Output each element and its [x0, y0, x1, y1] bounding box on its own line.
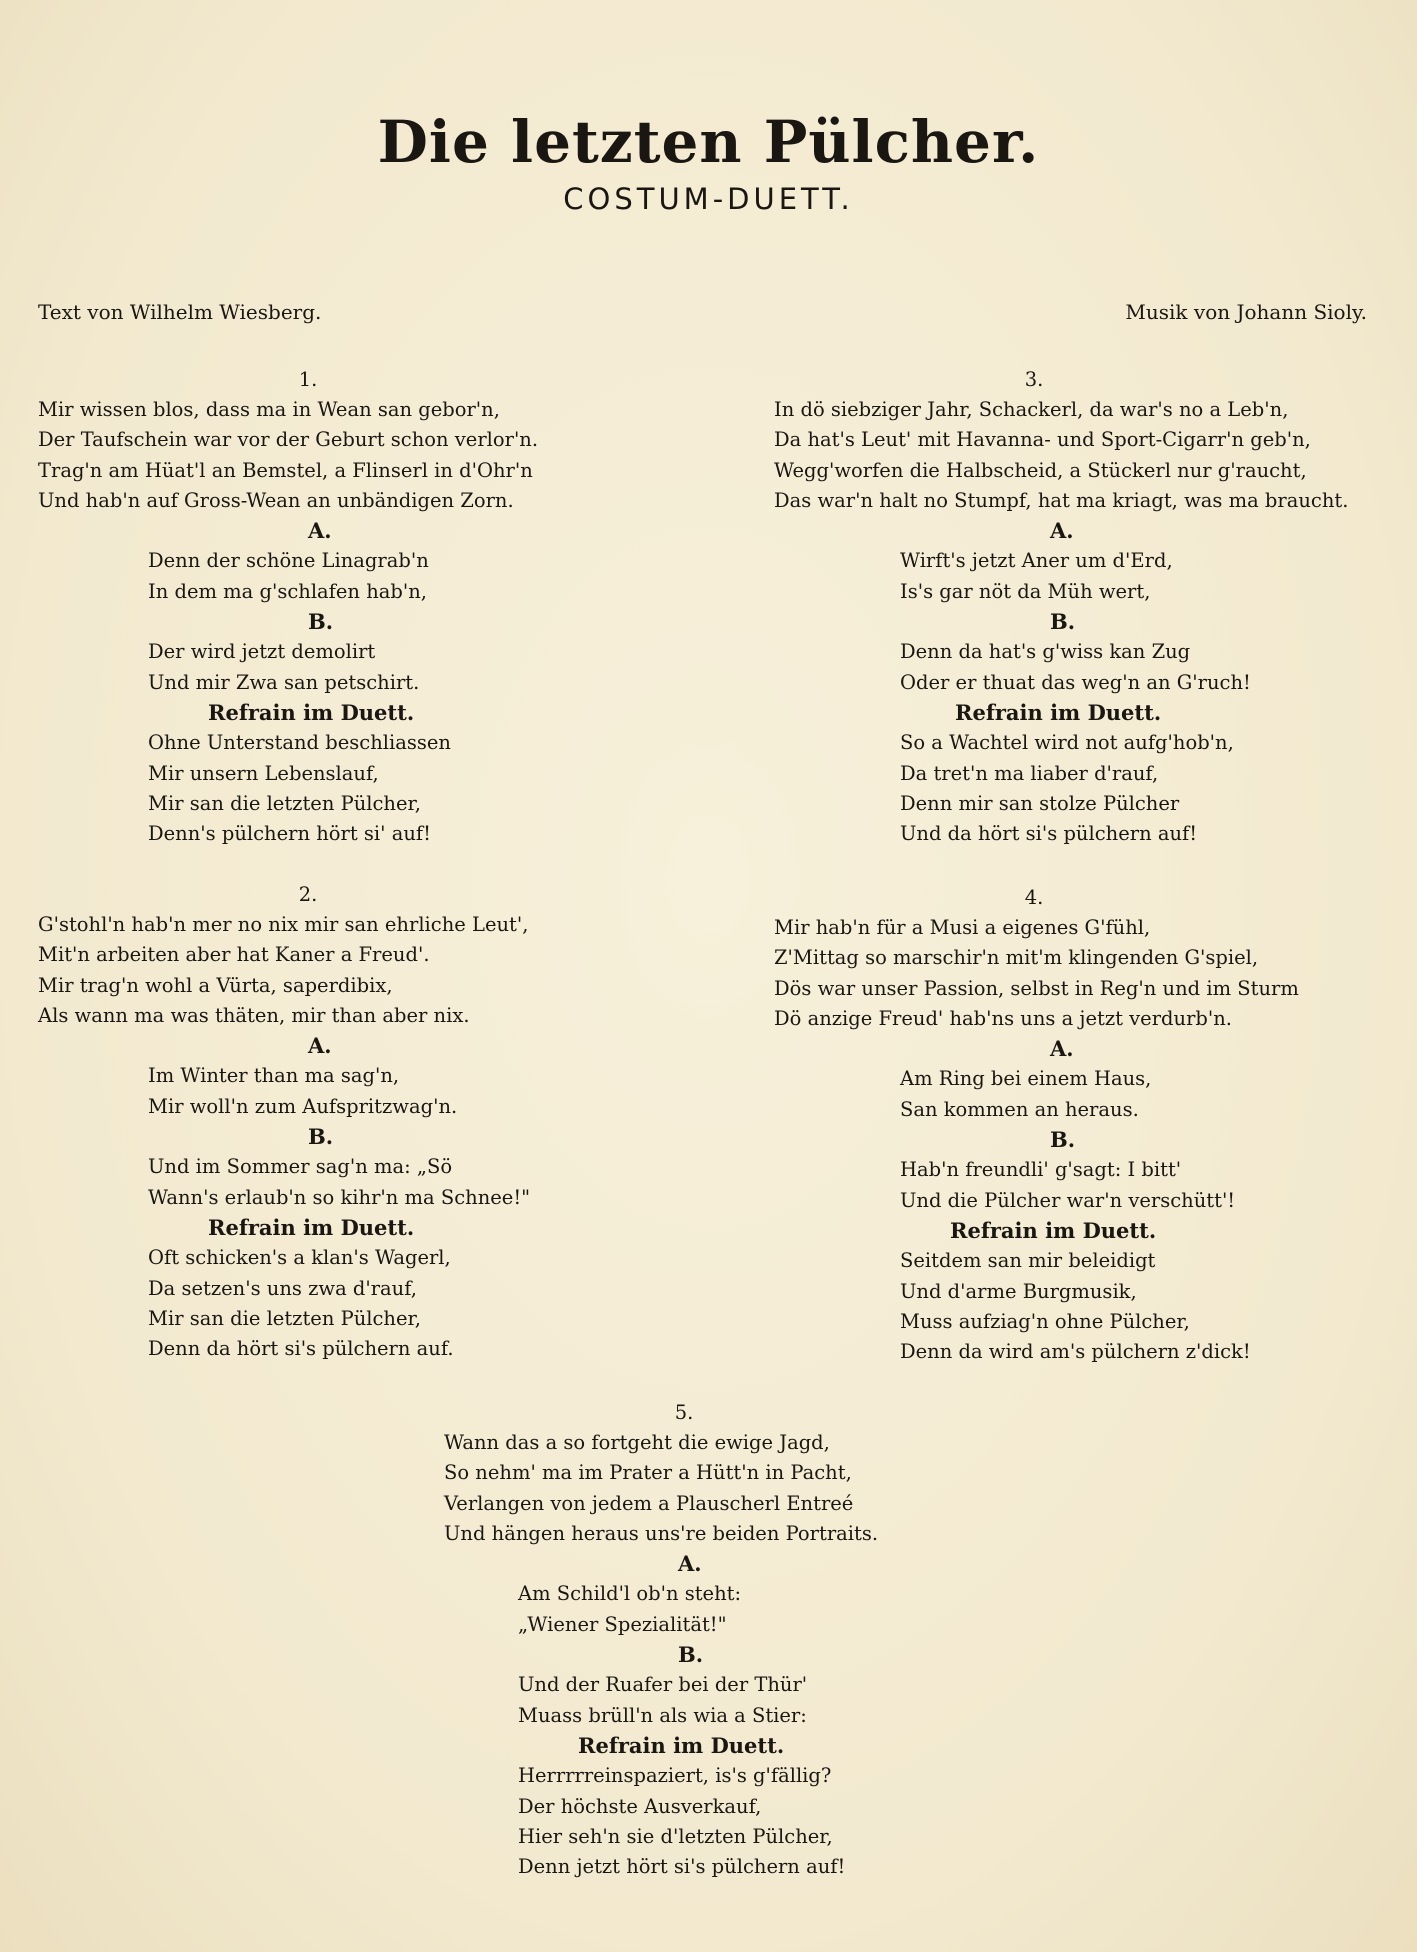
part-a-line: Am Ring bei einem Haus,: [900, 1067, 1152, 1091]
part-a-line: Am Schild'l ob'n steht:: [518, 1582, 742, 1606]
verse-5: [444, 1398, 1004, 1882]
refrain-label: Refrain im Duett.: [208, 1214, 415, 1240]
part-b-line: Und im Sommer sag'n ma: „Sö: [148, 1155, 453, 1179]
music-credit: Musik von Johann Sioly.: [1125, 300, 1367, 324]
verse-3: [774, 365, 1394, 849]
part-b-line: Und der Ruafer bei der Thür': [518, 1673, 808, 1697]
verse-line: Verlangen von jedem a Plauscherl Entreé: [444, 1491, 854, 1515]
verse-line: Und hab'n auf Gross-Wean an unbändigen Zorn.: [38, 488, 514, 512]
refrain-line: Denn mir san stolze Pülcher: [900, 791, 1180, 815]
refrain-line: Herrrrreinspaziert, is's g'fällig?: [518, 1764, 832, 1788]
part-a-label: A.: [1050, 1036, 1074, 1062]
part-a-line: San kommen an heraus.: [900, 1097, 1139, 1121]
verse-line: Trag'n am Hüat'l an Bemstel, a Flinserl in d'Ohr'n: [38, 458, 533, 482]
verse-line: Wann das a so fortgeht die ewige Jagd,: [444, 1431, 830, 1454]
part-a-line: In dem ma g'schlafen hab'n,: [148, 579, 427, 603]
verse-line: Dö anzige Freud' hab'ns uns a jetzt verdurb'n.: [774, 1006, 1232, 1030]
song-title: Die letzten Pülcher.: [377, 108, 1040, 176]
part-a-line: Im Winter than ma sag'n,: [148, 1064, 400, 1088]
part-b-line: Wann's erlaub'n so kihr'n ma Schnee!": [148, 1185, 531, 1209]
refrain-line: Und da hört si's pülchern auf!: [900, 822, 1198, 846]
song-subtitle: COSTUM-DUETT.: [563, 182, 854, 216]
verse-line: Und hängen heraus uns're beiden Portraits.: [444, 1521, 879, 1545]
verse-line: G'stohl'n hab'n mer no nix mir san ehrliche Leut',: [38, 913, 529, 936]
part-a-label: A.: [678, 1551, 702, 1577]
part-b-label: B.: [678, 1642, 704, 1668]
refrain-label: Refrain im Duett.: [955, 699, 1162, 725]
refrain-line: Denn's pülchern hört si' auf!: [148, 822, 431, 846]
verse-1: [38, 365, 638, 849]
verse-line: Als wann ma was thäten, mir than aber nix.: [38, 1003, 470, 1027]
part-a-line: Mir woll'n zum Aufspritzwag'n.: [148, 1094, 458, 1118]
verse-line: Mit'n arbeiten aber hat Kaner a Freud'.: [38, 943, 430, 967]
verse-number: 4.: [1024, 886, 1044, 909]
part-a-line: Denn der schöne Linagrab'n: [148, 549, 429, 573]
refrain-line: Mir san die letzten Pülcher,: [148, 1306, 421, 1330]
verse-number: 1.: [298, 368, 318, 391]
verse-line: Mir wissen blos, dass ma in Wean san gebor'n,: [38, 398, 500, 421]
part-b-label: B.: [308, 1124, 334, 1150]
verse-2: [38, 880, 638, 1364]
verse-line: Z'Mittag so marschir'n mit'm klingenden G'spiel,: [774, 946, 1259, 970]
part-a-label: A.: [308, 1033, 332, 1059]
refrain-line: Denn jetzt hört si's pülchern auf!: [518, 1855, 846, 1879]
refrain-line: Oft schicken's a klan's Wagerl,: [148, 1246, 451, 1270]
verse-number: 2.: [298, 883, 318, 906]
verse-line: So nehm' ma im Prater a Hütt'n in Pacht,: [444, 1461, 852, 1485]
refrain-line: Da setzen's uns zwa d'rauf,: [148, 1276, 417, 1300]
verse-line: In dö siebziger Jahr, Schackerl, da war's no a Leb'n,: [774, 398, 1289, 421]
refrain-line: Der höchste Ausverkauf,: [518, 1794, 762, 1818]
verse-line: Dös war unser Passion, selbst in Reg'n und im Sturm: [774, 976, 1299, 1000]
refrain-line: Mir unsern Lebenslauf,: [148, 761, 379, 785]
verse-line: Mir trag'n wohl a Vürta, saperdibix,: [38, 973, 393, 997]
part-b-label: B.: [308, 609, 334, 635]
text-credit: Text von Wilhelm Wiesberg.: [38, 300, 322, 324]
verse-number: 5.: [674, 1401, 694, 1424]
refrain-line: So a Wachtel wird not aufg'hob'n,: [900, 731, 1234, 755]
part-b-line: Und die Pülcher war'n verschütt'!: [900, 1188, 1236, 1212]
refrain-line: Denn da hört si's pülchern auf.: [148, 1337, 454, 1361]
part-b-line: Muass brüll'n als wia a Stier:: [518, 1703, 807, 1727]
refrain-line: Ohne Unterstand beschliassen: [148, 731, 451, 755]
verse-line: Da hat's Leut' mit Havanna- und Sport-Cigarr'n geb'n,: [774, 428, 1311, 452]
part-b-label: B.: [1050, 609, 1076, 635]
part-b-line: Hab'n freundli' g'sagt: I bitt': [900, 1158, 1182, 1182]
verse-line: Wegg'worfen die Halbscheid, a Stückerl nur g'raucht,: [774, 458, 1307, 482]
part-b-line: Und mir Zwa san petschirt.: [148, 670, 420, 694]
part-b-label: B.: [1050, 1127, 1076, 1153]
refrain-label: Refrain im Duett.: [208, 699, 415, 725]
part-b-line: Denn da hat's g'wiss kan Zug: [900, 640, 1191, 664]
refrain-line: Mir san die letzten Pülcher,: [148, 791, 421, 815]
refrain-label: Refrain im Duett.: [578, 1732, 785, 1758]
verse-line: Mir hab'n für a Musi a eigenes G'fühl,: [774, 916, 1151, 939]
refrain-line: Muss aufziag'n ohne Pülcher,: [900, 1309, 1190, 1333]
refrain-line: Da tret'n ma liaber d'rauf,: [900, 761, 1159, 785]
refrain-label: Refrain im Duett.: [950, 1217, 1157, 1243]
verse-4: [774, 883, 1394, 1367]
part-b-line: Oder er thuat das weg'n an G'ruch!: [900, 670, 1251, 694]
verse-line: Der Taufschein war vor der Geburt schon verlor'n.: [38, 428, 539, 452]
part-a-line: Wirft's jetzt Aner um d'Erd,: [900, 549, 1173, 573]
verse-number: 3.: [1024, 368, 1044, 391]
refrain-line: Seitdem san mir beleidigt: [900, 1249, 1156, 1273]
part-a-label: A.: [308, 518, 332, 544]
part-a-label: A.: [1050, 518, 1074, 544]
refrain-line: Hier seh'n sie d'letzten Pülcher,: [518, 1824, 833, 1848]
verse-line: Das war'n halt no Stumpf, hat ma kriagt, was ma braucht.: [774, 488, 1349, 512]
refrain-line: Denn da wird am's pülchern z'dick!: [900, 1340, 1251, 1364]
refrain-line: Und d'arme Burgmusik,: [900, 1279, 1137, 1303]
part-b-line: Der wird jetzt demolirt: [148, 640, 376, 664]
part-a-line: Is's gar nöt da Müh wert,: [900, 579, 1151, 603]
part-a-line: „Wiener Spezialität!": [518, 1612, 727, 1636]
